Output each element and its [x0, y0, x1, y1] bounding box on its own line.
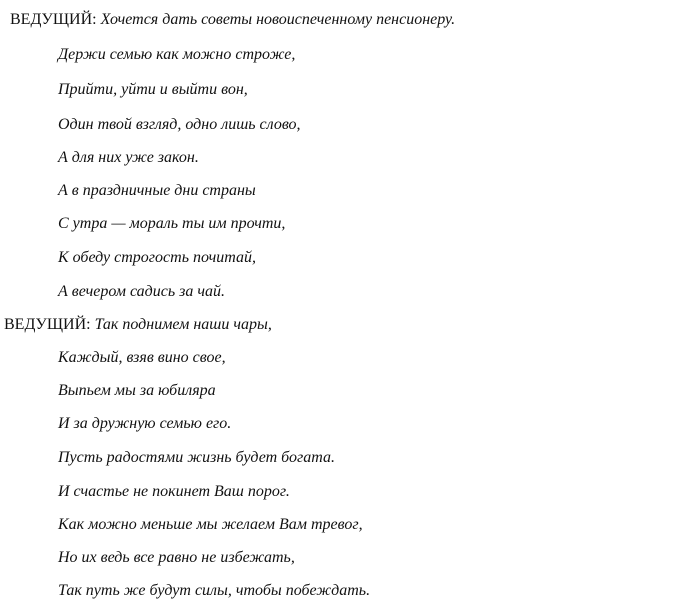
poem-line: С утра — мораль ты им прочти, — [58, 215, 286, 232]
poem-line: Каждый, взяв вино свое, — [58, 349, 226, 366]
host-intro-1 — [10, 10, 455, 30]
host-intro-2 — [4, 315, 272, 335]
poem-line: Но их ведь все равно не избежать, — [58, 549, 295, 566]
poem-line: Так путь же будут силы, чтобы побеждать. — [58, 582, 371, 599]
poem-line: Пусть радостями жизнь будет богата. — [58, 449, 335, 466]
poem-line: А вечером садись за чай. — [58, 283, 225, 300]
poem-line: Выпьем мы за юбиляра — [58, 382, 216, 399]
poem-line: Держи семью как можно строже, — [58, 46, 296, 63]
speaker-label: ВЕДУЩИЙ: — [4, 316, 91, 333]
poem-line: И за дружную семью его. — [58, 415, 232, 432]
poem-line: И счастье не покинет Ваш порог. — [58, 483, 290, 500]
poem-line: Как можно меньше мы желаем Вам тревог, — [58, 516, 363, 533]
poem-line: Прийти, уйти и выйти вон, — [58, 81, 248, 98]
intro-text: Так поднимем наши чары, — [94, 316, 272, 333]
speaker-label: ВЕДУЩИЙ: — [10, 11, 97, 28]
poem-line: А в праздничные дни страны — [58, 182, 256, 199]
poem-line: Один твой взгляд, одно лишь слово, — [58, 116, 301, 133]
poem-line: А для них уже закон. — [58, 149, 199, 166]
poem-line: К обеду строгость почитай, — [58, 249, 256, 266]
intro-text: Хочется дать советы новоиспеченному пенсионеру. — [100, 11, 456, 28]
